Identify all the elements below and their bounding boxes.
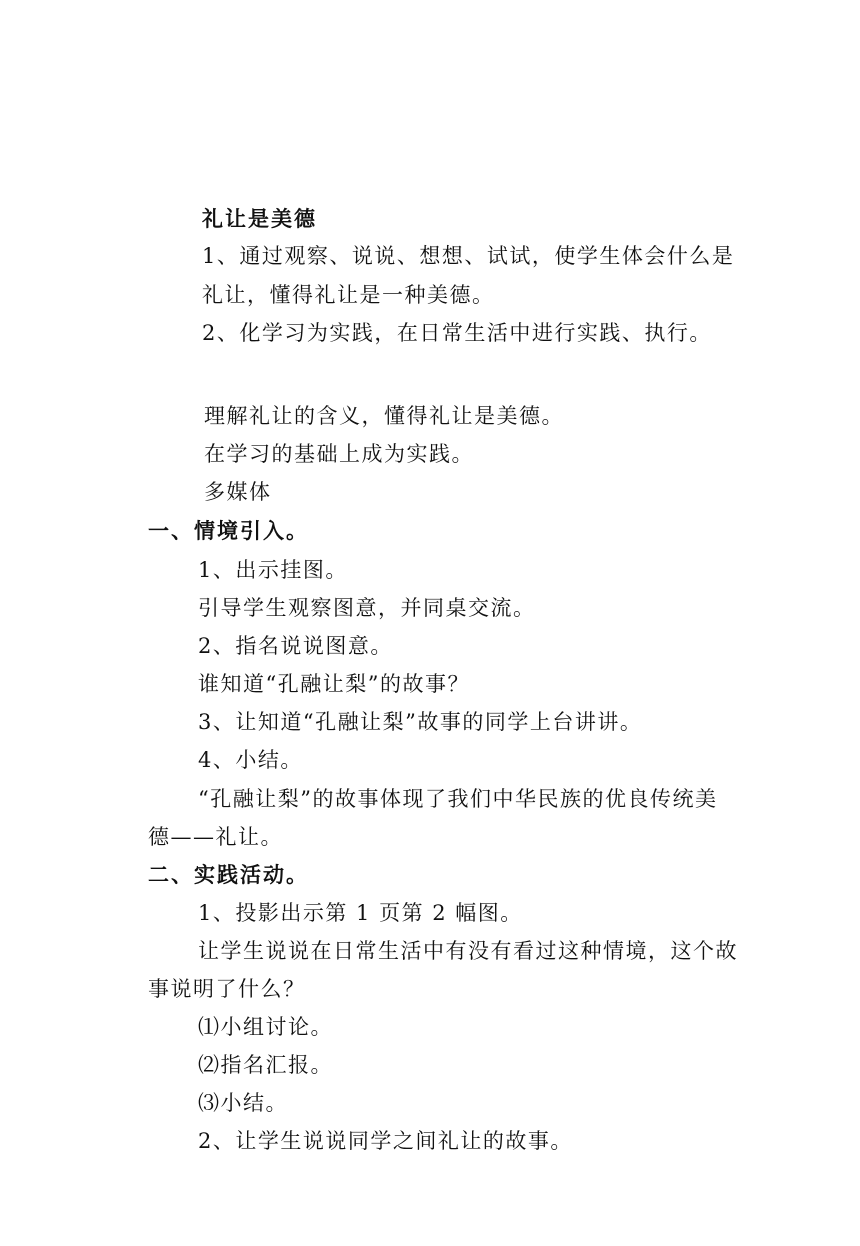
- section-line: 引导学生观察图意，并同桌交流。: [198, 596, 536, 620]
- key-point-line: 多媒体: [204, 480, 272, 504]
- section-line: 谁知道“孔融让梨”的故事？: [198, 672, 470, 696]
- objective-line: 1、通过观察、说说、想想、试试，使学生体会什么是: [202, 244, 735, 268]
- section-line: ⑶小结。: [198, 1091, 288, 1115]
- section-line: 3、让知道“孔融让梨”故事的同学上台讲讲。: [198, 710, 643, 734]
- key-point-line: 理解礼让的含义，懂得礼让是美德。: [204, 404, 564, 428]
- section-line: 2、让学生说说同学之间礼让的故事。: [198, 1129, 573, 1153]
- section-heading: 一、情境引入。: [148, 519, 309, 543]
- section-line: 4、小结。: [198, 748, 303, 772]
- objective-line: 2、化学习为实践，在日常生活中进行实践、执行。: [202, 321, 712, 345]
- section-line: ⑴小组讨论。: [198, 1015, 333, 1039]
- objective-line: 礼让，懂得礼让是一种美德。: [202, 283, 495, 307]
- section-line: “孔融让梨”的故事体现了我们中华民族的优良传统美: [198, 787, 718, 811]
- section-line: 1、出示挂图。: [198, 558, 348, 582]
- section-line: 德——礼让。: [148, 825, 283, 849]
- section-line: 让学生说说在日常生活中有没有看过这种情境，这个故: [198, 939, 738, 963]
- section-line: ⑵指名汇报。: [198, 1053, 333, 1077]
- section-line: 事说明了什么？: [148, 977, 306, 1001]
- key-point-line: 在学习的基础上成为实践。: [204, 442, 474, 466]
- document-title: 礼让是美德: [202, 207, 317, 231]
- section-line: 1、投影出示第 1 页第 2 幅图。: [198, 901, 523, 925]
- section-line: 2、指名说说图意。: [198, 634, 393, 658]
- section-heading: 二、实践活动。: [148, 863, 309, 887]
